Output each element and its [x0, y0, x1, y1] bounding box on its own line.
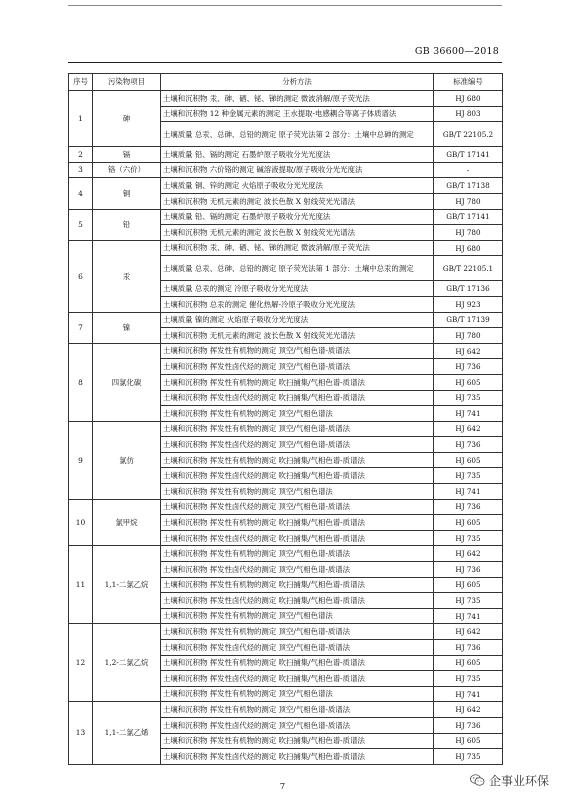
table-header-row	[69, 74, 503, 91]
row-number: 13	[69, 702, 93, 764]
pollutant-name: 铬（六价）	[93, 162, 161, 178]
standard-number: HJ 735	[434, 390, 503, 406]
table-body	[69, 91, 503, 765]
pollutant-name: 砷	[93, 91, 161, 147]
standard-number: -	[434, 162, 503, 178]
standard-number: HJ 741	[434, 608, 503, 624]
standard-number: HJ 735	[434, 749, 503, 765]
header-pollutant: 污染物项目	[93, 74, 161, 91]
standard-number: HJ 735	[434, 468, 503, 484]
standard-number: HJ 642	[434, 421, 503, 437]
standard-number: HJ 605	[434, 733, 503, 749]
analysis-method: 土壤和沉积物 无机元素的测定 波长色散 X 射线荧光光谱法	[161, 193, 434, 209]
analysis-method: 土壤质量 铜、锌的测定 火焰原子吸收分光光度法	[161, 178, 434, 194]
pollutant-name: 铅	[93, 209, 161, 240]
standard-number: HJ 680	[434, 91, 503, 107]
table-row	[69, 240, 503, 256]
analysis-method: 土壤和沉积物 挥发性卤代烃的测定 吹扫捕集/气相色谱-质谱法	[161, 749, 434, 765]
standard-number: HJ 605	[434, 577, 503, 593]
page-number: 7	[279, 782, 286, 792]
analysis-method: 土壤质量 总汞的测定 冷原子吸收分光光度法	[161, 281, 434, 297]
analysis-method: 土壤和沉积物 挥发性卤代烃的测定 吹扫捕集/气相色谱-质谱法	[161, 593, 434, 609]
row-number: 4	[69, 178, 93, 209]
standard-number: GB/T 17139	[434, 312, 503, 328]
standard-number: HJ 741	[434, 406, 503, 422]
watermark-text: 企事业环保	[488, 774, 549, 788]
row-number: 1	[69, 91, 93, 147]
analysis-method: 土壤和沉积物 挥发性有机物的测定 吹扫捕集/气相色谱-质谱法	[161, 452, 434, 468]
standard-number: HJ 736	[434, 640, 503, 656]
standard-number: GB/T 22105.1	[434, 256, 503, 281]
analysis-method: 土壤质量 铅、镉的测定 石墨炉原子吸收分光光度法	[161, 147, 434, 163]
analysis-method: 土壤和沉积物 挥发性卤代烃的测定 吹扫捕集/气相色谱-质谱法	[161, 671, 434, 687]
standard-number: HJ 736	[434, 359, 503, 375]
analysis-method: 土壤和沉积物 无机元素的测定 波长色散 X 射线荧光光谱法	[161, 328, 434, 344]
standard-number: HJ 605	[434, 655, 503, 671]
standard-number: HJ 741	[434, 484, 503, 500]
analysis-method: 土壤和沉积物 汞、砷、硒、铋、锑的测定 微波消解/原子荧光法	[161, 91, 434, 107]
row-number: 2	[69, 147, 93, 163]
standard-code: GB 36600—2018	[414, 46, 499, 57]
pollutant-name: 镉	[93, 147, 161, 163]
standard-number: HJ 736	[434, 562, 503, 578]
analysis-method: 土壤和沉积物 无机元素的测定 波长色散 X 射线荧光光谱法	[161, 225, 434, 241]
top-rule	[68, 5, 502, 6]
analysis-method: 土壤和沉积物 挥发性有机物的测定 顶空/气相色谱-质谱法	[161, 546, 434, 562]
row-number: 3	[69, 162, 93, 178]
pollutant-name: 镍	[93, 312, 161, 343]
standard-number: HJ 736	[434, 499, 503, 515]
pollutant-name: 四氯化碳	[93, 343, 161, 421]
table-row	[69, 147, 503, 163]
header-method: 分析方法	[161, 74, 434, 91]
analysis-method: 土壤和沉积物 汞、砷、硒、铋、锑的测定 微波消解/原子荧光法	[161, 240, 434, 256]
analysis-method: 土壤和沉积物 挥发性有机物的测定 吹扫捕集/气相色谱-质谱法	[161, 577, 434, 593]
row-number: 5	[69, 209, 93, 240]
standard-number: HJ 642	[434, 343, 503, 359]
standard-number: GB/T 17138	[434, 178, 503, 194]
standard-number: HJ 642	[434, 624, 503, 640]
table-row	[69, 91, 503, 107]
analysis-method: 土壤和沉积物 挥发性有机物的测定 顶空/气相色谱-质谱法	[161, 702, 434, 718]
header-std: 标准编号	[434, 74, 503, 91]
standard-number: HJ 605	[434, 515, 503, 531]
pollutant-name: 氯仿	[93, 421, 161, 499]
table-row	[69, 312, 503, 328]
analysis-method: 土壤和沉积物 挥发性有机物的测定 吹扫捕集/气相色谱-质谱法	[161, 515, 434, 531]
row-number: 8	[69, 343, 93, 421]
standard-number: HJ 780	[434, 328, 503, 344]
table-row	[69, 499, 503, 515]
analysis-method: 土壤和沉积物 挥发性卤代烃的测定 吹扫捕集/气相色谱-质谱法	[161, 530, 434, 546]
header-no: 序号	[69, 74, 93, 91]
standard-number: HJ 736	[434, 717, 503, 733]
analysis-method: 土壤和沉积物 挥发性有机物的测定 顶空/气相色谱法	[161, 686, 434, 702]
watermark	[470, 772, 549, 789]
analysis-method: 土壤和沉积物 挥发性有机物的测定 吹扫捕集/气相色谱-质谱法	[161, 655, 434, 671]
analysis-method: 土壤和沉积物 12 种金属元素的测定 王水提取-电感耦合等离子体质谱法	[161, 106, 434, 122]
table-row	[69, 702, 503, 718]
analysis-method: 土壤和沉积物 挥发性有机物的测定 顶空/气相色谱-质谱法	[161, 624, 434, 640]
analysis-method: 土壤和沉积物 挥发性卤代烃的测定 吹扫捕集/气相色谱-质谱法	[161, 390, 434, 406]
analysis-method: 土壤和沉积物 挥发性有机物的测定 顶空/气相色谱法	[161, 406, 434, 422]
standard-number: HJ 741	[434, 686, 503, 702]
table-row	[69, 546, 503, 562]
analysis-method: 土壤和沉积物 挥发性卤代烃的测定 顶空/气相色谱-质谱法	[161, 437, 434, 453]
analysis-method: 土壤和沉积物 挥发性有机物的测定 吹扫捕集/气相色谱-质谱法	[161, 733, 434, 749]
standard-number: HJ 642	[434, 546, 503, 562]
standard-number: HJ 780	[434, 193, 503, 209]
table-row	[69, 178, 503, 194]
standard-number: HJ 642	[434, 702, 503, 718]
pollutant-name: 1,1-二氯乙烯	[93, 702, 161, 764]
analysis-method: 土壤和沉积物 总汞的测定 催化热解-冷原子吸收分光光度法	[161, 296, 434, 312]
analysis-method: 土壤和沉积物 挥发性卤代烃的测定 顶空/气相色谱-质谱法	[161, 499, 434, 515]
row-number: 7	[69, 312, 93, 343]
standard-number: GB/T 17136	[434, 281, 503, 297]
table-row	[69, 209, 503, 225]
analysis-method: 土壤和沉积物 挥发性卤代烃的测定 顶空/气相色谱-质谱法	[161, 640, 434, 656]
analysis-method: 土壤和沉积物 挥发性卤代烃的测定 吹扫捕集/气相色谱-质谱法	[161, 468, 434, 484]
analysis-method: 土壤质量 总汞、总砷、总铅的测定 原子荧光法第 2 部分：土壤中总砷的测定	[161, 122, 434, 147]
standard-number: HJ 803	[434, 106, 503, 122]
header-rule	[68, 62, 502, 63]
pollutant-name: 1,2-二氯乙烷	[93, 624, 161, 702]
standard-number: GB/T 22105.2	[434, 122, 503, 147]
standard-number: HJ 735	[434, 593, 503, 609]
standard-number: HJ 680	[434, 240, 503, 256]
standard-number: HJ 605	[434, 452, 503, 468]
standard-number: GB/T 17141	[434, 209, 503, 225]
standard-number: GB/T 17141	[434, 147, 503, 163]
analysis-method: 土壤和沉积物 六价铬的测定 碱溶液提取/原子吸收分光光度法	[161, 162, 434, 178]
pollutant-name: 汞	[93, 240, 161, 312]
wechat-icon	[470, 774, 485, 787]
row-number: 10	[69, 499, 93, 546]
analysis-method: 土壤质量 镍的测定 火焰原子吸收分光光度法	[161, 312, 434, 328]
standard-number: HJ 605	[434, 374, 503, 390]
analysis-method: 土壤和沉积物 挥发性有机物的测定 吹扫捕集/气相色谱-质谱法	[161, 374, 434, 390]
standard-number: HJ 736	[434, 437, 503, 453]
analysis-method: 土壤和沉积物 挥发性有机物的测定 顶空/气相色谱法	[161, 484, 434, 500]
table-row	[69, 343, 503, 359]
analysis-method: 土壤和沉积物 挥发性卤代烃的测定 顶空/气相色谱-质谱法	[161, 562, 434, 578]
analysis-method: 土壤和沉积物 挥发性有机物的测定 顶空/气相色谱-质谱法	[161, 421, 434, 437]
pollutant-name: 氯甲烷	[93, 499, 161, 546]
row-number: 6	[69, 240, 93, 312]
analysis-method: 土壤质量 总汞、总砷、总铅的测定 原子荧光法第 1 部分：土壤中总汞的测定	[161, 256, 434, 281]
analysis-method: 土壤和沉积物 挥发性卤代烃的测定 顶空/气相色谱-质谱法	[161, 717, 434, 733]
analysis-method: 土壤和沉积物 挥发性有机物的测定 顶空/气相色谱法	[161, 608, 434, 624]
analysis-method: 土壤和沉积物 挥发性有机物的测定 顶空/气相色谱-质谱法	[161, 343, 434, 359]
pollutant-name: 铜	[93, 178, 161, 209]
row-number: 11	[69, 546, 93, 624]
table-row	[69, 162, 503, 178]
analysis-method: 土壤质量 铅、镉的测定 石墨炉原子吸收分光光度法	[161, 209, 434, 225]
table-row	[69, 421, 503, 437]
pollutant-name: 1,1-二氯乙烷	[93, 546, 161, 624]
standard-number: HJ 735	[434, 530, 503, 546]
analysis-method-table	[68, 73, 503, 765]
standard-number: HJ 923	[434, 296, 503, 312]
analysis-method: 土壤和沉积物 挥发性卤代烃的测定 顶空/气相色谱-质谱法	[161, 359, 434, 375]
table-row	[69, 624, 503, 640]
row-number: 9	[69, 421, 93, 499]
row-number: 12	[69, 624, 93, 702]
standard-number: HJ 780	[434, 225, 503, 241]
standard-number: HJ 735	[434, 671, 503, 687]
